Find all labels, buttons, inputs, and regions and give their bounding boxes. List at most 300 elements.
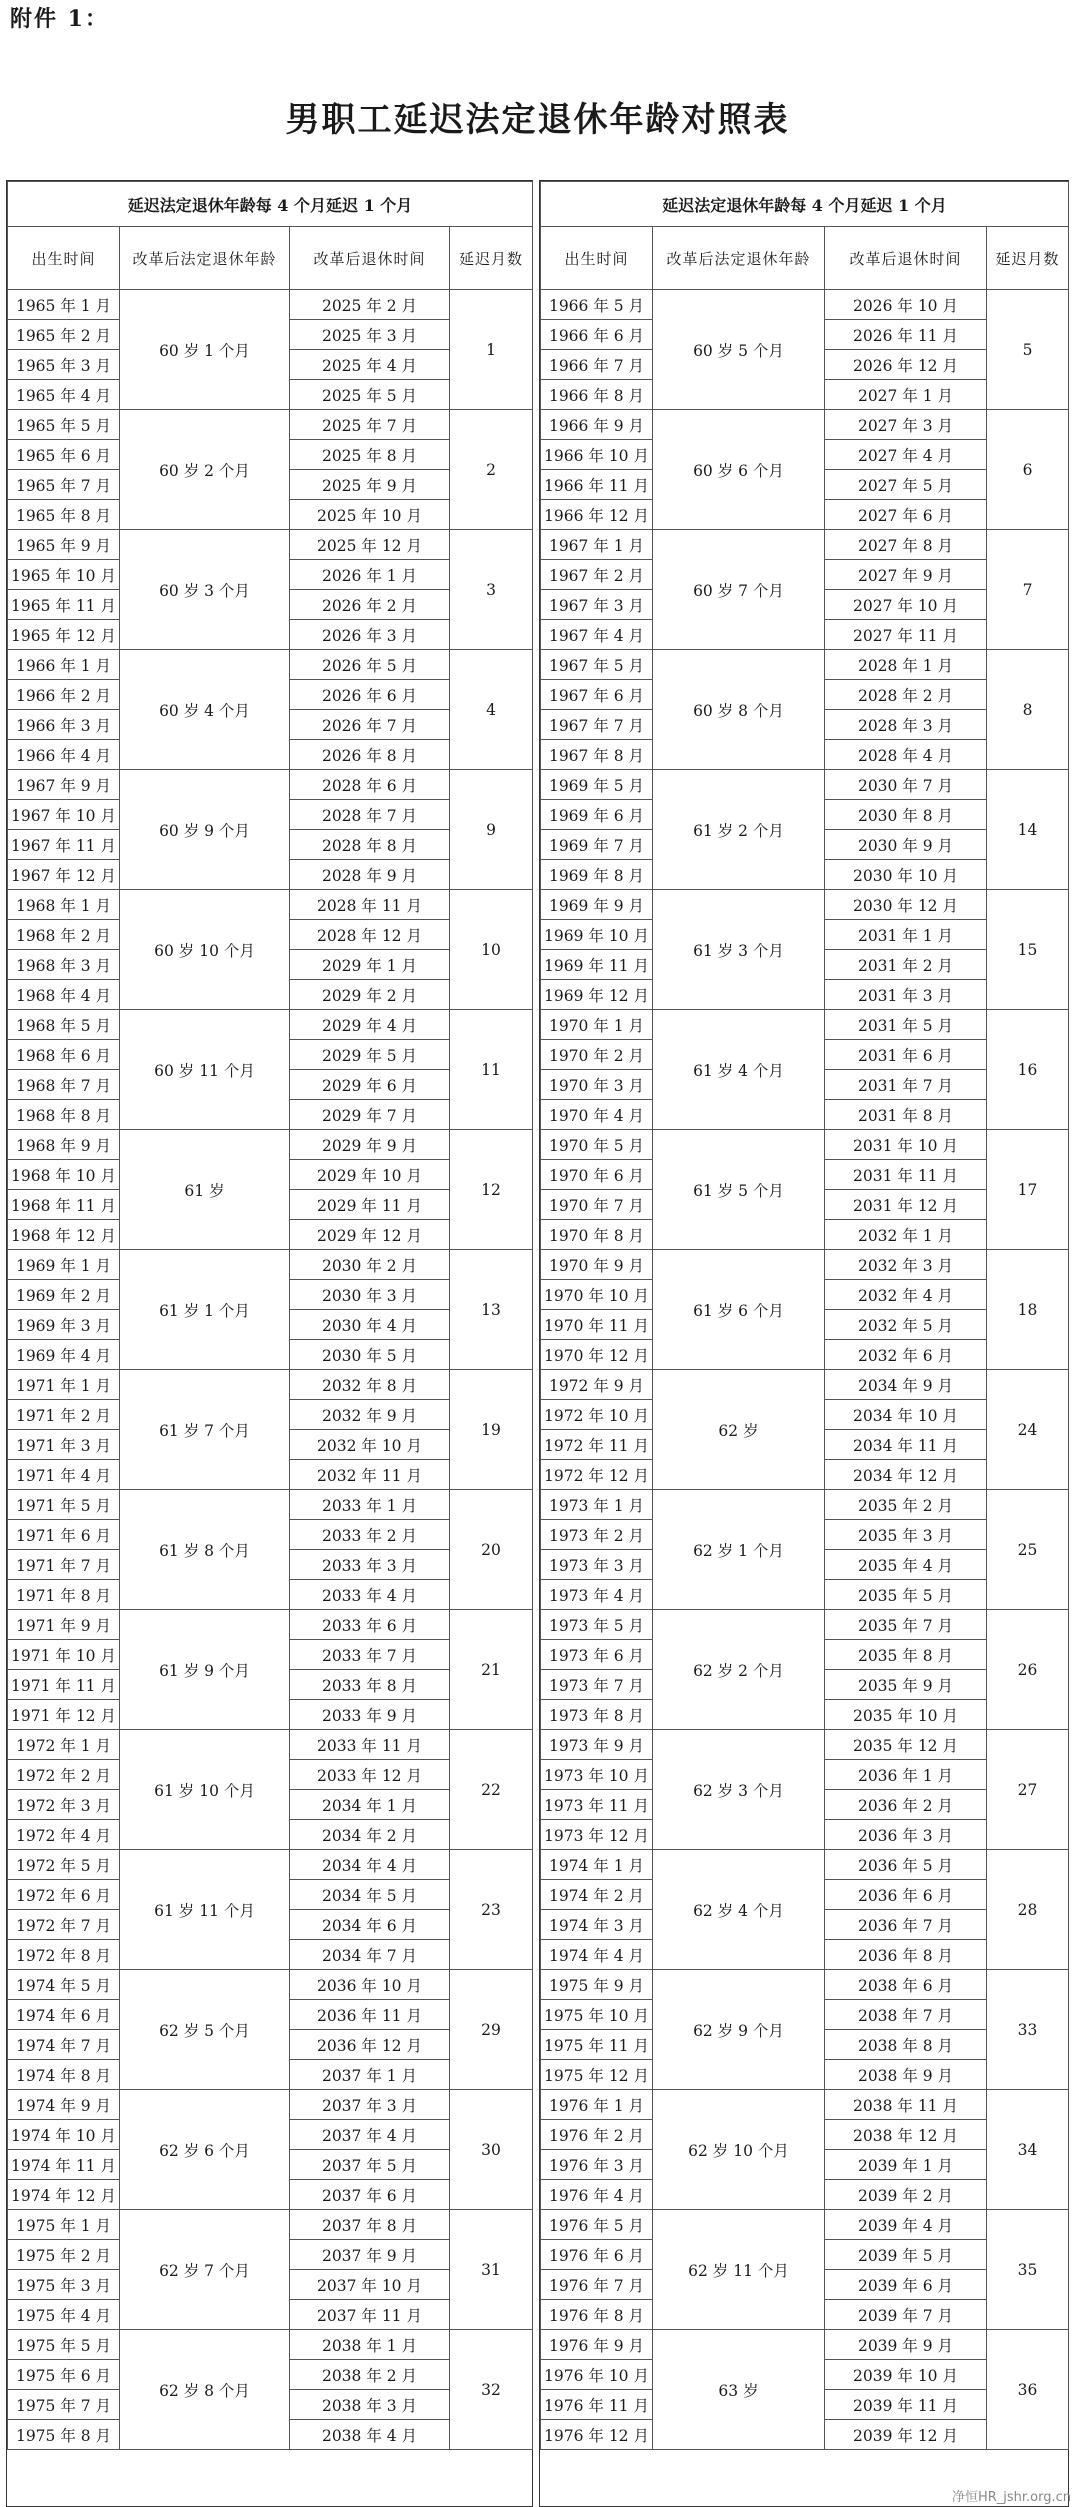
retirement-age-cell: 61 岁 2 个月 (653, 770, 825, 890)
retirement-date-cell: 2034 年 4 月 (290, 1850, 450, 1880)
birth-date-cell: 1969 年 8 月 (541, 860, 653, 890)
delay-months-cell: 8 (987, 650, 1069, 770)
retirement-date-cell: 2026 年 1 月 (290, 560, 450, 590)
retirement-date-cell: 2028 年 3 月 (825, 710, 987, 740)
retirement-age-cell: 61 岁 3 个月 (653, 890, 825, 1010)
retirement-date-cell: 2038 年 1 月 (290, 2330, 450, 2360)
birth-date-cell: 1968 年 11 月 (8, 1190, 120, 1220)
retirement-date-cell: 2027 年 5 月 (825, 470, 987, 500)
birth-date-cell: 1972 年 5 月 (8, 1850, 120, 1880)
birth-date-cell: 1967 年 1 月 (541, 530, 653, 560)
retirement-age-cell: 62 岁 3 个月 (653, 1730, 825, 1850)
delay-months-cell: 12 (450, 1130, 533, 1250)
birth-date-cell: 1971 年 11 月 (8, 1670, 120, 1700)
birth-date-cell: 1972 年 8 月 (8, 1940, 120, 1970)
table-row (8, 1850, 533, 1880)
birth-date-cell: 1976 年 8 月 (541, 2300, 653, 2330)
retirement-date-cell: 2028 年 11 月 (290, 890, 450, 920)
retirement-date-cell: 2035 年 9 月 (825, 1670, 987, 1700)
birth-date-cell: 1969 年 1 月 (8, 1250, 120, 1280)
table-row (541, 1370, 1069, 1400)
table-row (8, 1490, 533, 1520)
delay-months-cell: 9 (450, 770, 533, 890)
retirement-date-cell: 2035 年 5 月 (825, 1580, 987, 1610)
retirement-date-cell: 2028 年 9 月 (290, 860, 450, 890)
birth-date-cell: 1976 年 2 月 (541, 2120, 653, 2150)
retirement-age-cell: 62 岁 7 个月 (120, 2210, 290, 2330)
table-row (8, 1970, 533, 2000)
birth-date-cell: 1969 年 11 月 (541, 950, 653, 980)
delay-months-cell: 24 (987, 1370, 1069, 1490)
birth-date-cell: 1969 年 4 月 (8, 1340, 120, 1370)
birth-date-cell: 1972 年 11 月 (541, 1430, 653, 1460)
birth-date-cell: 1967 年 4 月 (541, 620, 653, 650)
birth-date-cell: 1965 年 5 月 (8, 410, 120, 440)
delay-months-cell: 17 (987, 1130, 1069, 1250)
birth-date-cell: 1968 年 1 月 (8, 890, 120, 920)
table-row (8, 1730, 533, 1760)
delay-months-cell: 1 (450, 290, 533, 410)
retirement-date-cell: 2028 年 2 月 (825, 680, 987, 710)
birth-date-cell: 1970 年 8 月 (541, 1220, 653, 1250)
page-title: 男职工延迟法定退休年龄对照表 (285, 100, 790, 140)
birth-date-cell: 1968 年 3 月 (8, 950, 120, 980)
birth-date-cell: 1965 年 7 月 (8, 470, 120, 500)
retirement-date-cell: 2033 年 2 月 (290, 1520, 450, 1550)
birth-date-cell: 1970 年 2 月 (541, 1040, 653, 1070)
retirement-age-cell: 61 岁 5 个月 (653, 1130, 825, 1250)
retirement-date-cell: 2031 年 8 月 (825, 1100, 987, 1130)
birth-date-cell: 1969 年 10 月 (541, 920, 653, 950)
birth-date-cell: 1976 年 6 月 (541, 2240, 653, 2270)
retirement-age-cell: 62 岁 10 个月 (653, 2090, 825, 2210)
retirement-date-cell: 2030 年 4 月 (290, 1310, 450, 1340)
birth-date-cell: 1965 年 11 月 (8, 590, 120, 620)
retirement-date-cell: 2033 年 8 月 (290, 1670, 450, 1700)
retirement-date-cell: 2036 年 5 月 (825, 1850, 987, 1880)
birth-date-cell: 1974 年 12 月 (8, 2180, 120, 2210)
retirement-age-cell: 60 岁 10 个月 (120, 890, 290, 1010)
table-row (8, 2330, 533, 2360)
retirement-date-cell: 2038 年 12 月 (825, 2120, 987, 2150)
retirement-age-cell: 61 岁 10 个月 (120, 1730, 290, 1850)
retirement-date-cell: 2026 年 11 月 (825, 320, 987, 350)
birth-date-cell: 1973 年 12 月 (541, 1820, 653, 1850)
retirement-age-cell: 60 岁 1 个月 (120, 290, 290, 410)
delay-months-cell: 29 (450, 1970, 533, 2090)
retirement-age-cell: 61 岁 1 个月 (120, 1250, 290, 1370)
table-row (541, 770, 1069, 800)
table-caption: 延迟法定退休年龄每 4 个月延迟 1 个月 (541, 182, 1069, 227)
retirement-age-cell: 62 岁 5 个月 (120, 1970, 290, 2090)
birth-date-cell: 1967 年 9 月 (8, 770, 120, 800)
birth-date-cell: 1974 年 7 月 (8, 2030, 120, 2060)
retirement-date-cell: 2038 年 8 月 (825, 2030, 987, 2060)
footer-watermark: 净恒HR_jshr.org.cn (951, 2490, 1071, 2505)
retirement-date-cell: 2034 年 9 月 (825, 1370, 987, 1400)
birth-date-cell: 1965 年 4 月 (8, 380, 120, 410)
birth-date-cell: 1970 年 11 月 (541, 1310, 653, 1340)
birth-date-cell: 1969 年 3 月 (8, 1310, 120, 1340)
retirement-date-cell: 2030 年 8 月 (825, 800, 987, 830)
retirement-date-cell: 2037 年 3 月 (290, 2090, 450, 2120)
table-row (8, 770, 533, 800)
table-row (541, 2210, 1069, 2240)
birth-date-cell: 1976 年 1 月 (541, 2090, 653, 2120)
birth-date-cell: 1967 年 2 月 (541, 560, 653, 590)
table-row (541, 410, 1069, 440)
birth-date-cell: 1972 年 9 月 (541, 1370, 653, 1400)
table-row (541, 890, 1069, 920)
table-row (541, 1970, 1069, 2000)
birth-date-cell: 1970 年 12 月 (541, 1340, 653, 1370)
table-row (541, 2090, 1069, 2120)
retirement-age-cell: 60 岁 11 个月 (120, 1010, 290, 1130)
delay-months-cell: 25 (987, 1490, 1069, 1610)
retirement-age-cell: 60 岁 6 个月 (653, 410, 825, 530)
retirement-date-cell: 2029 年 6 月 (290, 1070, 450, 1100)
birth-date-cell: 1969 年 5 月 (541, 770, 653, 800)
retirement-date-cell: 2026 年 3 月 (290, 620, 450, 650)
column-header: 改革后退休时间 (290, 227, 450, 290)
table-row (8, 2090, 533, 2120)
retirement-date-cell: 2025 年 7 月 (290, 410, 450, 440)
birth-date-cell: 1971 年 12 月 (8, 1700, 120, 1730)
retirement-date-cell: 2029 年 5 月 (290, 1040, 450, 1070)
delay-months-cell: 35 (987, 2210, 1069, 2330)
retirement-date-cell: 2028 年 8 月 (290, 830, 450, 860)
birth-date-cell: 1973 年 10 月 (541, 1760, 653, 1790)
retirement-date-cell: 2036 年 2 月 (825, 1790, 987, 1820)
birth-date-cell: 1969 年 6 月 (541, 800, 653, 830)
retirement-age-cell: 61 岁 7 个月 (120, 1370, 290, 1490)
table-row (8, 1370, 533, 1400)
retirement-date-cell: 2026 年 6 月 (290, 680, 450, 710)
retirement-date-cell: 2029 年 1 月 (290, 950, 450, 980)
birth-date-cell: 1965 年 2 月 (8, 320, 120, 350)
retirement-age-cell: 62 岁 4 个月 (653, 1850, 825, 1970)
column-header: 延迟月数 (450, 227, 533, 290)
retirement-date-cell: 2025 年 12 月 (290, 530, 450, 560)
retirement-date-cell: 2027 年 9 月 (825, 560, 987, 590)
birth-date-cell: 1967 年 8 月 (541, 740, 653, 770)
birth-date-cell: 1975 年 10 月 (541, 2000, 653, 2030)
delay-months-cell: 4 (450, 650, 533, 770)
birth-date-cell: 1973 年 3 月 (541, 1550, 653, 1580)
retirement-date-cell: 2027 年 8 月 (825, 530, 987, 560)
birth-date-cell: 1966 年 9 月 (541, 410, 653, 440)
birth-date-cell: 1972 年 3 月 (8, 1790, 120, 1820)
birth-date-cell: 1967 年 3 月 (541, 590, 653, 620)
retirement-date-cell: 2038 年 9 月 (825, 2060, 987, 2090)
retirement-date-cell: 2025 年 3 月 (290, 320, 450, 350)
birth-date-cell: 1968 年 2 月 (8, 920, 120, 950)
birth-date-cell: 1974 年 2 月 (541, 1880, 653, 1910)
retirement-date-cell: 2033 年 3 月 (290, 1550, 450, 1580)
retirement-date-cell: 2032 年 6 月 (825, 1340, 987, 1370)
birth-date-cell: 1975 年 6 月 (8, 2360, 120, 2390)
retirement-date-cell: 2037 年 1 月 (290, 2060, 450, 2090)
column-header: 改革后法定退休年龄 (653, 227, 825, 290)
birth-date-cell: 1976 年 11 月 (541, 2390, 653, 2420)
table-caption: 延迟法定退休年龄每 4 个月延迟 1 个月 (8, 182, 533, 227)
birth-date-cell: 1969 年 9 月 (541, 890, 653, 920)
retirement-date-cell: 2035 年 12 月 (825, 1730, 987, 1760)
retirement-table-left (7, 181, 533, 2450)
retirement-date-cell: 2037 年 10 月 (290, 2270, 450, 2300)
retirement-date-cell: 2029 年 10 月 (290, 1160, 450, 1190)
retirement-date-cell: 2035 年 3 月 (825, 1520, 987, 1550)
retirement-age-cell: 61 岁 (120, 1130, 290, 1250)
retirement-table-right (540, 181, 1069, 2450)
birth-date-cell: 1976 年 7 月 (541, 2270, 653, 2300)
retirement-date-cell: 2032 年 5 月 (825, 1310, 987, 1340)
retirement-date-cell: 2025 年 5 月 (290, 380, 450, 410)
birth-date-cell: 1973 年 7 月 (541, 1670, 653, 1700)
retirement-date-cell: 2033 年 7 月 (290, 1640, 450, 1670)
retirement-date-cell: 2037 年 8 月 (290, 2210, 450, 2240)
birth-date-cell: 1971 年 1 月 (8, 1370, 120, 1400)
retirement-date-cell: 2039 年 2 月 (825, 2180, 987, 2210)
column-header: 改革后退休时间 (825, 227, 987, 290)
retirement-date-cell: 2037 年 5 月 (290, 2150, 450, 2180)
delay-months-cell: 18 (987, 1250, 1069, 1370)
delay-months-cell: 31 (450, 2210, 533, 2330)
retirement-date-cell: 2028 年 12 月 (290, 920, 450, 950)
retirement-age-cell: 60 岁 2 个月 (120, 410, 290, 530)
retirement-date-cell: 2030 年 9 月 (825, 830, 987, 860)
table-right (539, 180, 1069, 2507)
retirement-age-cell: 62 岁 2 个月 (653, 1610, 825, 1730)
retirement-date-cell: 2039 年 7 月 (825, 2300, 987, 2330)
delay-months-cell: 33 (987, 1970, 1069, 2090)
retirement-date-cell: 2026 年 2 月 (290, 590, 450, 620)
birth-date-cell: 1966 年 12 月 (541, 500, 653, 530)
birth-date-cell: 1968 年 9 月 (8, 1130, 120, 1160)
birth-date-cell: 1967 年 7 月 (541, 710, 653, 740)
birth-date-cell: 1973 年 6 月 (541, 1640, 653, 1670)
retirement-date-cell: 2033 年 12 月 (290, 1760, 450, 1790)
birth-date-cell: 1972 年 10 月 (541, 1400, 653, 1430)
retirement-date-cell: 2036 年 3 月 (825, 1820, 987, 1850)
delay-months-cell: 7 (987, 530, 1069, 650)
retirement-age-cell: 62 岁 1 个月 (653, 1490, 825, 1610)
retirement-date-cell: 2037 年 11 月 (290, 2300, 450, 2330)
retirement-date-cell: 2033 年 6 月 (290, 1610, 450, 1640)
table-row (541, 1610, 1069, 1640)
birth-date-cell: 1970 年 6 月 (541, 1160, 653, 1190)
birth-date-cell: 1966 年 5 月 (541, 290, 653, 320)
delay-months-cell: 20 (450, 1490, 533, 1610)
retirement-date-cell: 2036 年 12 月 (290, 2030, 450, 2060)
table-left (6, 180, 533, 2507)
birth-date-cell: 1973 年 2 月 (541, 1520, 653, 1550)
birth-date-cell: 1968 年 10 月 (8, 1160, 120, 1190)
delay-months-cell: 14 (987, 770, 1069, 890)
retirement-date-cell: 2032 年 10 月 (290, 1430, 450, 1460)
column-header: 出生时间 (541, 227, 653, 290)
retirement-date-cell: 2037 年 9 月 (290, 2240, 450, 2270)
retirement-age-cell: 62 岁 9 个月 (653, 1970, 825, 2090)
birth-date-cell: 1974 年 4 月 (541, 1940, 653, 1970)
birth-date-cell: 1970 年 7 月 (541, 1190, 653, 1220)
table-row (541, 2330, 1069, 2360)
birth-date-cell: 1972 年 7 月 (8, 1910, 120, 1940)
retirement-date-cell: 2027 年 4 月 (825, 440, 987, 470)
retirement-date-cell: 2029 年 11 月 (290, 1190, 450, 1220)
retirement-date-cell: 2036 年 11 月 (290, 2000, 450, 2030)
retirement-date-cell: 2028 年 6 月 (290, 770, 450, 800)
retirement-age-cell: 62 岁 8 个月 (120, 2330, 290, 2450)
table-row (8, 650, 533, 680)
birth-date-cell: 1973 年 4 月 (541, 1580, 653, 1610)
birth-date-cell: 1976 年 3 月 (541, 2150, 653, 2180)
table-row (8, 890, 533, 920)
retirement-date-cell: 2032 年 4 月 (825, 1280, 987, 1310)
birth-date-cell: 1970 年 3 月 (541, 1070, 653, 1100)
retirement-date-cell: 2030 年 10 月 (825, 860, 987, 890)
birth-date-cell: 1975 年 8 月 (8, 2420, 120, 2450)
birth-date-cell: 1970 年 4 月 (541, 1100, 653, 1130)
birth-date-cell: 1976 年 5 月 (541, 2210, 653, 2240)
birth-date-cell: 1973 年 8 月 (541, 1700, 653, 1730)
table-row (541, 1010, 1069, 1040)
birth-date-cell: 1966 年 11 月 (541, 470, 653, 500)
birth-date-cell: 1966 年 10 月 (541, 440, 653, 470)
retirement-date-cell: 2031 年 7 月 (825, 1070, 987, 1100)
table-row (8, 2210, 533, 2240)
birth-date-cell: 1975 年 9 月 (541, 1970, 653, 2000)
retirement-date-cell: 2034 年 11 月 (825, 1430, 987, 1460)
column-header: 改革后法定退休年龄 (120, 227, 290, 290)
retirement-age-cell: 62 岁 6 个月 (120, 2090, 290, 2210)
retirement-date-cell: 2039 年 5 月 (825, 2240, 987, 2270)
birth-date-cell: 1974 年 6 月 (8, 2000, 120, 2030)
retirement-date-cell: 2027 年 1 月 (825, 380, 987, 410)
delay-months-cell: 30 (450, 2090, 533, 2210)
birth-date-cell: 1975 年 3 月 (8, 2270, 120, 2300)
birth-date-cell: 1965 年 12 月 (8, 620, 120, 650)
table-row (541, 1130, 1069, 1160)
table-row (8, 290, 533, 320)
delay-months-cell: 13 (450, 1250, 533, 1370)
retirement-age-cell: 61 岁 4 个月 (653, 1010, 825, 1130)
retirement-age-cell: 61 岁 11 个月 (120, 1850, 290, 1970)
retirement-date-cell: 2036 年 8 月 (825, 1940, 987, 1970)
retirement-date-cell: 2025 年 9 月 (290, 470, 450, 500)
retirement-date-cell: 2035 年 2 月 (825, 1490, 987, 1520)
birth-date-cell: 1967 年 6 月 (541, 680, 653, 710)
birth-date-cell: 1966 年 3 月 (8, 710, 120, 740)
birth-date-cell: 1974 年 9 月 (8, 2090, 120, 2120)
birth-date-cell: 1972 年 12 月 (541, 1460, 653, 1490)
birth-date-cell: 1973 年 11 月 (541, 1790, 653, 1820)
retirement-date-cell: 2038 年 6 月 (825, 1970, 987, 2000)
birth-date-cell: 1976 年 12 月 (541, 2420, 653, 2450)
retirement-date-cell: 2025 年 2 月 (290, 290, 450, 320)
table-row (8, 1010, 533, 1040)
retirement-date-cell: 2033 年 11 月 (290, 1730, 450, 1760)
birth-date-cell: 1975 年 2 月 (8, 2240, 120, 2270)
retirement-date-cell: 2031 年 6 月 (825, 1040, 987, 1070)
delay-months-cell: 10 (450, 890, 533, 1010)
retirement-date-cell: 2025 年 4 月 (290, 350, 450, 380)
birth-date-cell: 1968 年 6 月 (8, 1040, 120, 1070)
birth-date-cell: 1965 年 6 月 (8, 440, 120, 470)
retirement-date-cell: 2034 年 5 月 (290, 1880, 450, 1910)
table-row (8, 1130, 533, 1160)
retirement-date-cell: 2032 年 3 月 (825, 1250, 987, 1280)
birth-date-cell: 1975 年 12 月 (541, 2060, 653, 2090)
retirement-date-cell: 2027 年 6 月 (825, 500, 987, 530)
retirement-date-cell: 2031 年 11 月 (825, 1160, 987, 1190)
retirement-age-cell: 63 岁 (653, 2330, 825, 2450)
retirement-date-cell: 2034 年 6 月 (290, 1910, 450, 1940)
delay-months-cell: 34 (987, 2090, 1069, 2210)
birth-date-cell: 1974 年 3 月 (541, 1910, 653, 1940)
retirement-date-cell: 2029 年 4 月 (290, 1010, 450, 1040)
retirement-date-cell: 2032 年 1 月 (825, 1220, 987, 1250)
retirement-date-cell: 2033 年 1 月 (290, 1490, 450, 1520)
retirement-date-cell: 2031 年 2 月 (825, 950, 987, 980)
retirement-date-cell: 2031 年 5 月 (825, 1010, 987, 1040)
retirement-age-cell: 61 岁 9 个月 (120, 1610, 290, 1730)
delay-months-cell: 3 (450, 530, 533, 650)
retirement-date-cell: 2029 年 9 月 (290, 1130, 450, 1160)
birth-date-cell: 1973 年 1 月 (541, 1490, 653, 1520)
retirement-date-cell: 2026 年 8 月 (290, 740, 450, 770)
birth-date-cell: 1965 年 9 月 (8, 530, 120, 560)
retirement-date-cell: 2038 年 2 月 (290, 2360, 450, 2390)
column-header: 出生时间 (8, 227, 120, 290)
birth-date-cell: 1970 年 5 月 (541, 1130, 653, 1160)
birth-date-cell: 1969 年 7 月 (541, 830, 653, 860)
retirement-date-cell: 2031 年 3 月 (825, 980, 987, 1010)
birth-date-cell: 1971 年 5 月 (8, 1490, 120, 1520)
retirement-date-cell: 2026 年 12 月 (825, 350, 987, 380)
birth-date-cell: 1965 年 1 月 (8, 290, 120, 320)
birth-date-cell: 1971 年 9 月 (8, 1610, 120, 1640)
birth-date-cell: 1966 年 7 月 (541, 350, 653, 380)
retirement-date-cell: 2034 年 12 月 (825, 1460, 987, 1490)
retirement-date-cell: 2039 年 11 月 (825, 2390, 987, 2420)
birth-date-cell: 1976 年 10 月 (541, 2360, 653, 2390)
birth-date-cell: 1965 年 3 月 (8, 350, 120, 380)
retirement-date-cell: 2030 年 5 月 (290, 1340, 450, 1370)
delay-months-cell: 23 (450, 1850, 533, 1970)
delay-months-cell: 28 (987, 1850, 1069, 1970)
retirement-date-cell: 2039 年 1 月 (825, 2150, 987, 2180)
retirement-date-cell: 2037 年 4 月 (290, 2120, 450, 2150)
retirement-date-cell: 2034 年 2 月 (290, 1820, 450, 1850)
birth-date-cell: 1971 年 10 月 (8, 1640, 120, 1670)
birth-date-cell: 1971 年 8 月 (8, 1580, 120, 1610)
retirement-date-cell: 2035 年 7 月 (825, 1610, 987, 1640)
retirement-date-cell: 2032 年 9 月 (290, 1400, 450, 1430)
birth-date-cell: 1974 年 10 月 (8, 2120, 120, 2150)
birth-date-cell: 1968 年 5 月 (8, 1010, 120, 1040)
retirement-age-cell: 60 岁 9 个月 (120, 770, 290, 890)
retirement-age-cell: 61 岁 6 个月 (653, 1250, 825, 1370)
retirement-tables (6, 180, 1069, 2507)
retirement-date-cell: 2035 年 8 月 (825, 1640, 987, 1670)
delay-months-cell: 16 (987, 1010, 1069, 1130)
retirement-date-cell: 2036 年 7 月 (825, 1910, 987, 1940)
birth-date-cell: 1968 年 4 月 (8, 980, 120, 1010)
retirement-date-cell: 2038 年 3 月 (290, 2390, 450, 2420)
delay-months-cell: 19 (450, 1370, 533, 1490)
birth-date-cell: 1970 年 9 月 (541, 1250, 653, 1280)
